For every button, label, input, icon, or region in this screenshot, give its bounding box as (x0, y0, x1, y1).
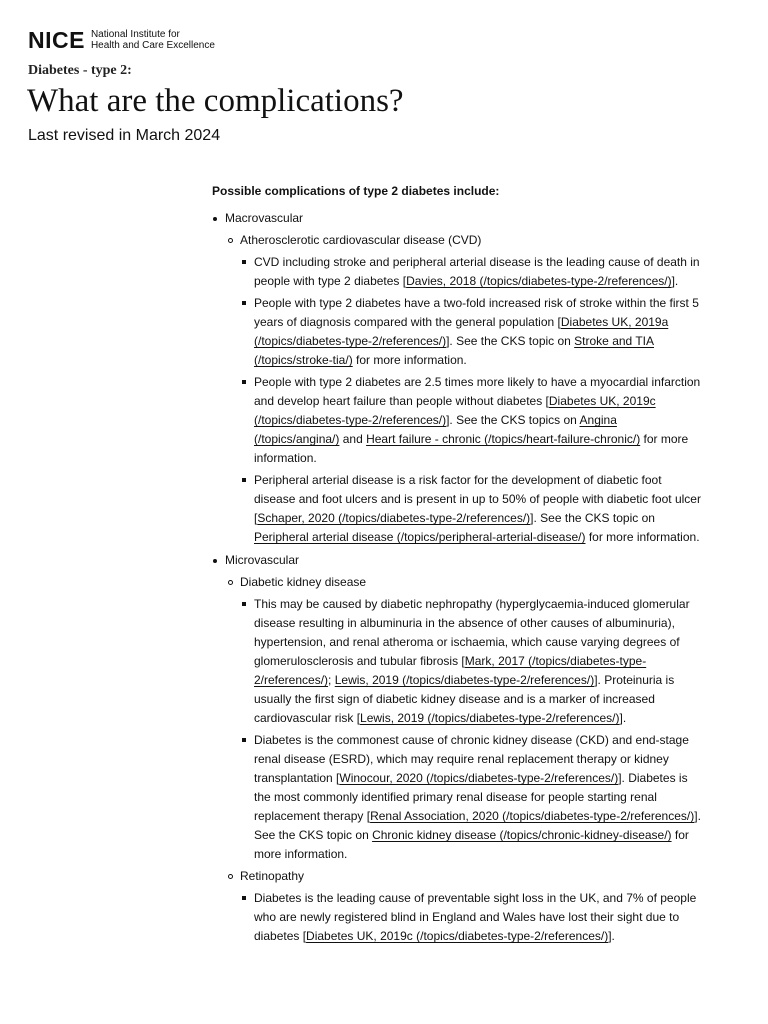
detail-text: for more information. (352, 353, 467, 367)
subsection-label: Retinopathy (240, 869, 305, 883)
reference-link[interactable]: Heart failure - chronic (/topics/heart-failure-chronic/) (366, 432, 641, 446)
last-revised: Last revised in March 2024 (28, 127, 221, 144)
reference-link[interactable]: Davies, 2018 (/topics/diabetes-type-2/references/) (406, 274, 672, 288)
reference-link[interactable]: Schaper, 2020 (/topics/diabetes-type-2/references/) (257, 511, 531, 525)
section-item (212, 551, 702, 946)
subsection-item (225, 867, 702, 946)
detail-text: ]. (671, 274, 679, 288)
page-title: What are the complications? (27, 83, 404, 119)
detail-list (240, 595, 702, 864)
detail-text: People with type 2 diabetes are 2.5 times more likely to have a myocardial infarction and develop heart failure than people without diabetes [ (254, 375, 701, 408)
reference-link[interactable]: Angina (/topics/angina/) (254, 413, 617, 446)
detail-text: This may be caused by diabetic nephropathy (hyperglycaemia-induced glomerular disease resulting in albuminuria in the absence of other causes of albuminuria), hypertension, and renal atheroma or ischaemia, which cause varying degrees of glomerulosclerosis and tubular fibrosis [ (254, 597, 690, 668)
reference-link[interactable]: Chronic kidney disease (/topics/chronic-kidney-disease/) (372, 828, 672, 842)
detail-text: Peripheral arterial disease is a risk factor for the development of diabetic foot disease and foot ulcers and is present in up to 50% of people with diabetic foot ulcer [ (254, 473, 701, 525)
reference-link[interactable]: Peripheral arterial disease (/topics/peripheral-arterial-disease/) (254, 530, 586, 544)
detail-item (240, 253, 702, 291)
subsection-label: Diabetic kidney disease (240, 575, 367, 589)
subsection-item (225, 573, 702, 864)
org-name-line2: Health and Care Excellence (90, 40, 215, 51)
subsection-list (225, 573, 702, 946)
reference-link[interactable]: Diabetes UK, 2019a (/topics/diabetes-type-2/references/) (254, 315, 669, 348)
subsection-list (225, 231, 702, 547)
detail-item (240, 595, 702, 728)
main-content (212, 182, 702, 950)
detail-text: ]. See the CKS topics on (446, 413, 580, 427)
detail-list (240, 253, 702, 547)
detail-text: Diabetes is the leading cause of preventable sight loss in the UK, and 7% of people who are newly registered blind in England and Wales have lost their sight due to diabetes [ (254, 891, 697, 943)
reference-link[interactable]: Diabetes UK, 2019c (/topics/diabetes-type-2/references/) (306, 929, 609, 943)
detail-item (240, 294, 702, 370)
detail-text: ]. See the CKS topic on (446, 334, 575, 348)
section-label: Microvascular (225, 553, 300, 567)
detail-text: for more information. (254, 828, 689, 861)
detail-text: and (339, 432, 367, 446)
detail-item (240, 731, 702, 864)
breadcrumb: Diabetes - type 2: (28, 63, 132, 78)
site-header (28, 26, 215, 54)
detail-text: for more information. (254, 432, 689, 465)
org-name-line1: National Institute for (90, 29, 180, 40)
detail-text: ]. (608, 929, 615, 943)
org-name (91, 29, 215, 51)
section-label: Macrovascular (225, 211, 304, 225)
detail-text: ]. See the CKS topic on (530, 511, 655, 525)
detail-text: ]. (619, 711, 627, 725)
detail-text: CVD including stroke and peripheral arterial disease is the leading cause of death in people with type 2 diabetes [ (254, 255, 700, 288)
reference-link[interactable]: Renal Association, 2020 (/topics/diabetes-type-2/references/) (370, 809, 695, 823)
detail-item (240, 889, 702, 946)
detail-item (240, 471, 702, 547)
reference-link[interactable]: Mark, 2017 (/topics/diabetes-type-2/references/) (254, 654, 647, 687)
subsection-label: Atherosclerotic cardiovascular disease (CVD) (240, 233, 482, 247)
reference-link[interactable]: Winocour, 2020 (/topics/diabetes-type-2/references/) (339, 771, 619, 785)
detail-text: ]. Proteinuria is usually the first sign of diabetic kidney disease and is a marker of increased cardiovascular risk [ (254, 673, 675, 725)
subsection-item (225, 231, 702, 547)
reference-link[interactable]: Stroke and TIA (/topics/stroke-tia/) (254, 334, 654, 367)
detail-text: ]. See the CKS topic on (254, 809, 701, 842)
detail-text: Diabetes is the commonest cause of chronic kidney disease (CKD) and end-stage renal disease (ESRD), which may require renal replacement therapy or kidney transplantation [ (254, 733, 689, 785)
detail-text: for more information. (585, 530, 700, 544)
reference-link[interactable]: Lewis, 2019 (/topics/diabetes-type-2/references/) (360, 711, 620, 725)
detail-text: People with type 2 diabetes have a two-fold increased risk of stroke within the first 5 years of diagnosis compared with the general population [ (254, 296, 699, 329)
complications-list (212, 209, 702, 946)
section-item (212, 209, 702, 547)
lead-text: Possible complications of type 2 diabetes include: (212, 184, 500, 198)
detail-list (240, 889, 702, 946)
detail-text: ]. Diabetes is the most commonly identified primary renal disease for people starting renal replacement therapy [ (254, 771, 688, 823)
reference-link[interactable]: Lewis, 2019 (/topics/diabetes-type-2/references/) (334, 673, 595, 687)
detail-text: ; (328, 673, 335, 687)
reference-link[interactable]: Diabetes UK, 2019c (/topics/diabetes-type-2/references/) (254, 394, 656, 427)
detail-item (240, 373, 702, 468)
nice-logo[interactable]: NICE (28, 26, 85, 53)
